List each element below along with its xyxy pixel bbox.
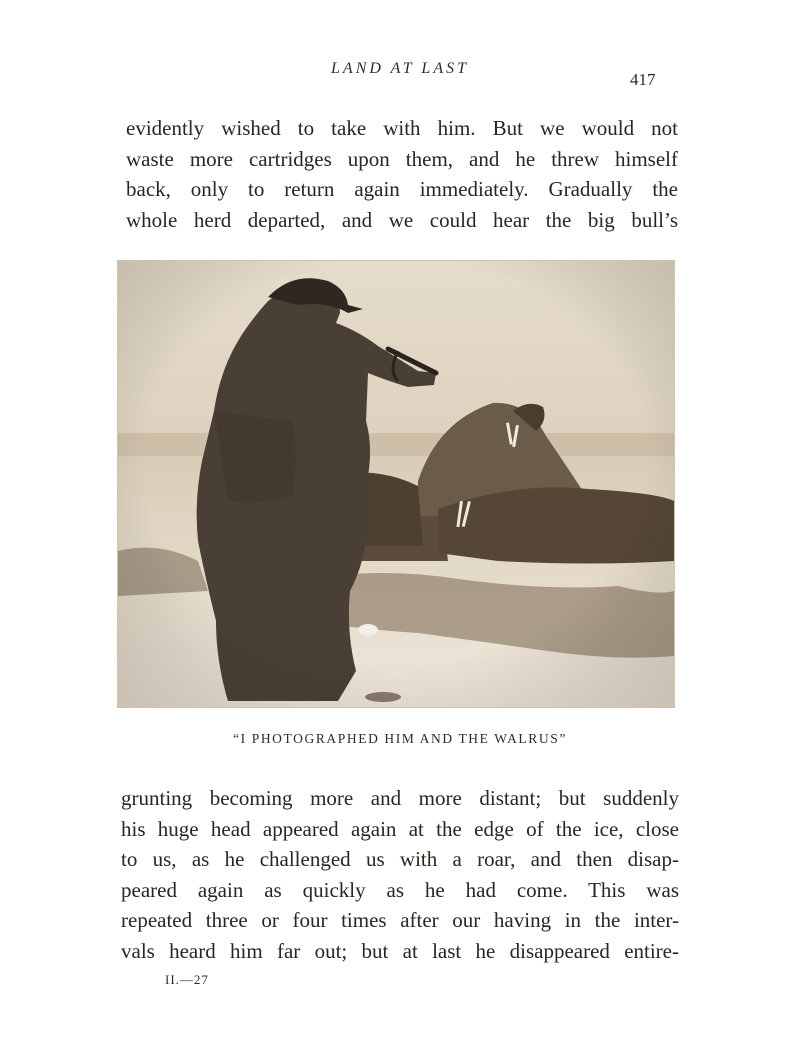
text-line: back, only to return again immediately. Gradually the: [126, 177, 678, 201]
signature-mark: II.—27: [165, 972, 209, 987]
text-line: to us, as he challenged us with a roar, and then disap-: [121, 847, 679, 871]
figure-caption: “I PHOTOGRAPHED HIM AND THE WALRUS”: [233, 731, 567, 746]
text-line: his huge head appeared again at the edge of the ice, close: [121, 816, 679, 841]
text-line: vals heard him far out; but at last he disappeared entire-: [121, 938, 679, 963]
photograph-hunter-and-walrus: [118, 261, 674, 707]
paragraph-bottom: [121, 783, 679, 966]
paragraph-top: [126, 113, 678, 235]
page-number: 417: [630, 70, 656, 89]
text-line: waste more cartridges upon them, and he threw himself: [126, 146, 678, 171]
text-line: whole herd departed, and we could hear the big bull’s: [126, 207, 678, 232]
text-line: evidently wished to take with him. But we would not: [126, 116, 678, 140]
running-head: LAND AT LAST: [331, 60, 469, 77]
text-line: peared again as quickly as he had come. This was: [121, 877, 679, 902]
text-line: repeated three or four times after our having in the inter-: [121, 908, 679, 932]
text-line: grunting becoming more and more distant; but suddenly: [121, 786, 679, 810]
